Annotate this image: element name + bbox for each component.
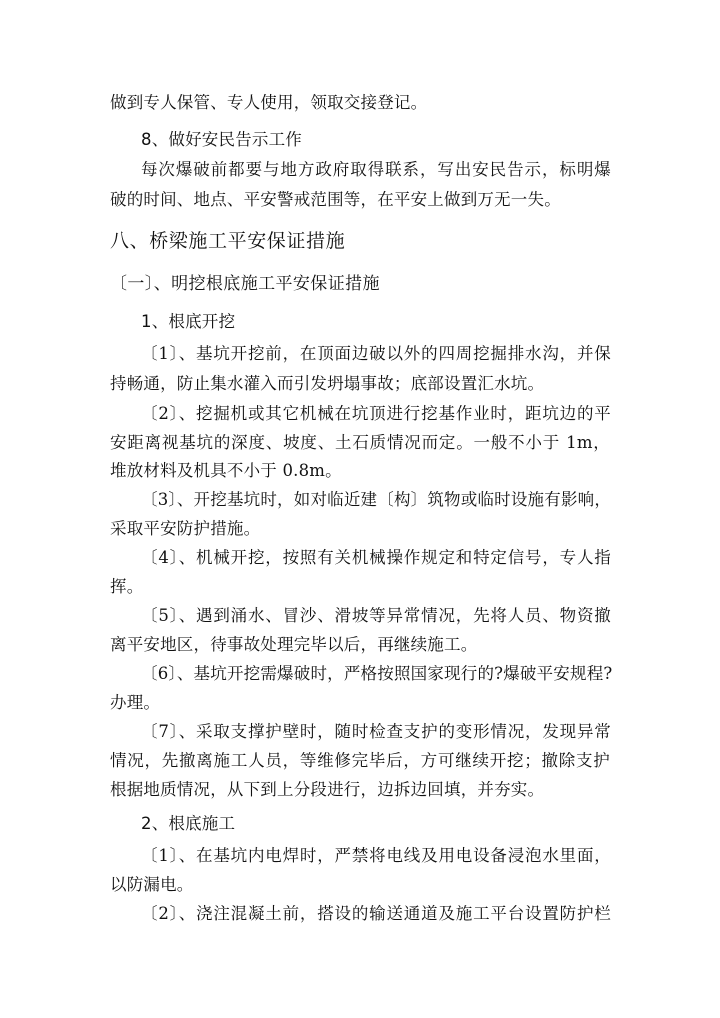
subsection-heading: 8、做好安民告示工作 xyxy=(141,130,302,149)
paragraph-line: 〔7〕、采取支撑护壁时，随时检查支护的变形情况，发现异常 xyxy=(141,722,611,741)
section-heading: 八、桥梁施工平安保证措施 xyxy=(110,230,346,252)
paragraph-line: 以防漏电。 xyxy=(110,875,194,894)
paragraph-line: 安距离视基坑的深度、坡度、土石质情况而定。一般不小于 1m， xyxy=(110,433,610,452)
paragraph-line: 根据地质情况，从下到上分段进行，边拆边回填，并夯实。 xyxy=(110,780,545,799)
item-heading: 2、根底施工 xyxy=(141,814,236,833)
paragraph-line: 〔6〕、基坑开挖需爆破时，严格按照国家现行的?爆破平安规程? xyxy=(141,664,613,683)
paragraph-line: 〔1〕、基坑开挖前，在顶面边破以外的四周挖掘排水沟，并保 xyxy=(141,344,611,363)
paragraph-line: 〔3〕、开挖基坑时，如对临近建〔构〕筑物或临时设施有影响， xyxy=(141,490,612,509)
paragraph-line: 〔1〕、在基坑内电焊时，严禁将电线及用电设备浸泡水里面， xyxy=(141,846,611,865)
paragraph-line: 做到专人保管、专人使用，领取交接登记。 xyxy=(110,93,428,112)
paragraph-line: 〔2〕、挖掘机或其它机械在坑顶进行挖基作业时，距坑边的平 xyxy=(141,404,611,423)
paragraph-line: 办理。 xyxy=(110,693,161,712)
paragraph-line: 〔4〕、机械开挖，按照有关机械操作规定和特定信号，专人指 xyxy=(141,548,611,567)
paragraph-line: 堆放材料及机具不小于 0.8m。 xyxy=(110,461,342,480)
paragraph-line: 破的时间、地点、平安警戒范围等，在平安上做到万无一失。 xyxy=(110,190,561,209)
paragraph-line: 持畅通，防止集水灌入而引发坍塌事故；底部设置汇水坑。 xyxy=(110,374,545,393)
paragraph-line: 采取平安防护措施。 xyxy=(110,519,261,538)
item-heading: 1、根底开挖 xyxy=(141,312,236,331)
paragraph-line: 每次爆破前都要与地方政府取得联系，写出安民告示，标明爆 xyxy=(141,160,611,179)
paragraph-line: 离平安地区，待事故处理完毕以后，再继续施工。 xyxy=(110,635,478,654)
paragraph-line: 挥。 xyxy=(110,577,144,596)
subsection-heading: 〔一〕、明挖根底施工平安保证措施 xyxy=(110,274,380,294)
paragraph-line: 〔5〕、遇到涌水、冒沙、滑坡等异常情况，先将人员、物资撤 xyxy=(141,606,611,625)
paragraph-line: 〔2〕、浇注混凝土前，搭设的输送通道及施工平台设置防护栏 xyxy=(141,904,611,923)
paragraph-line: 情况，先撤离施工人员，等维修完毕后，方可继续开挖；撤除支护 xyxy=(110,751,610,770)
